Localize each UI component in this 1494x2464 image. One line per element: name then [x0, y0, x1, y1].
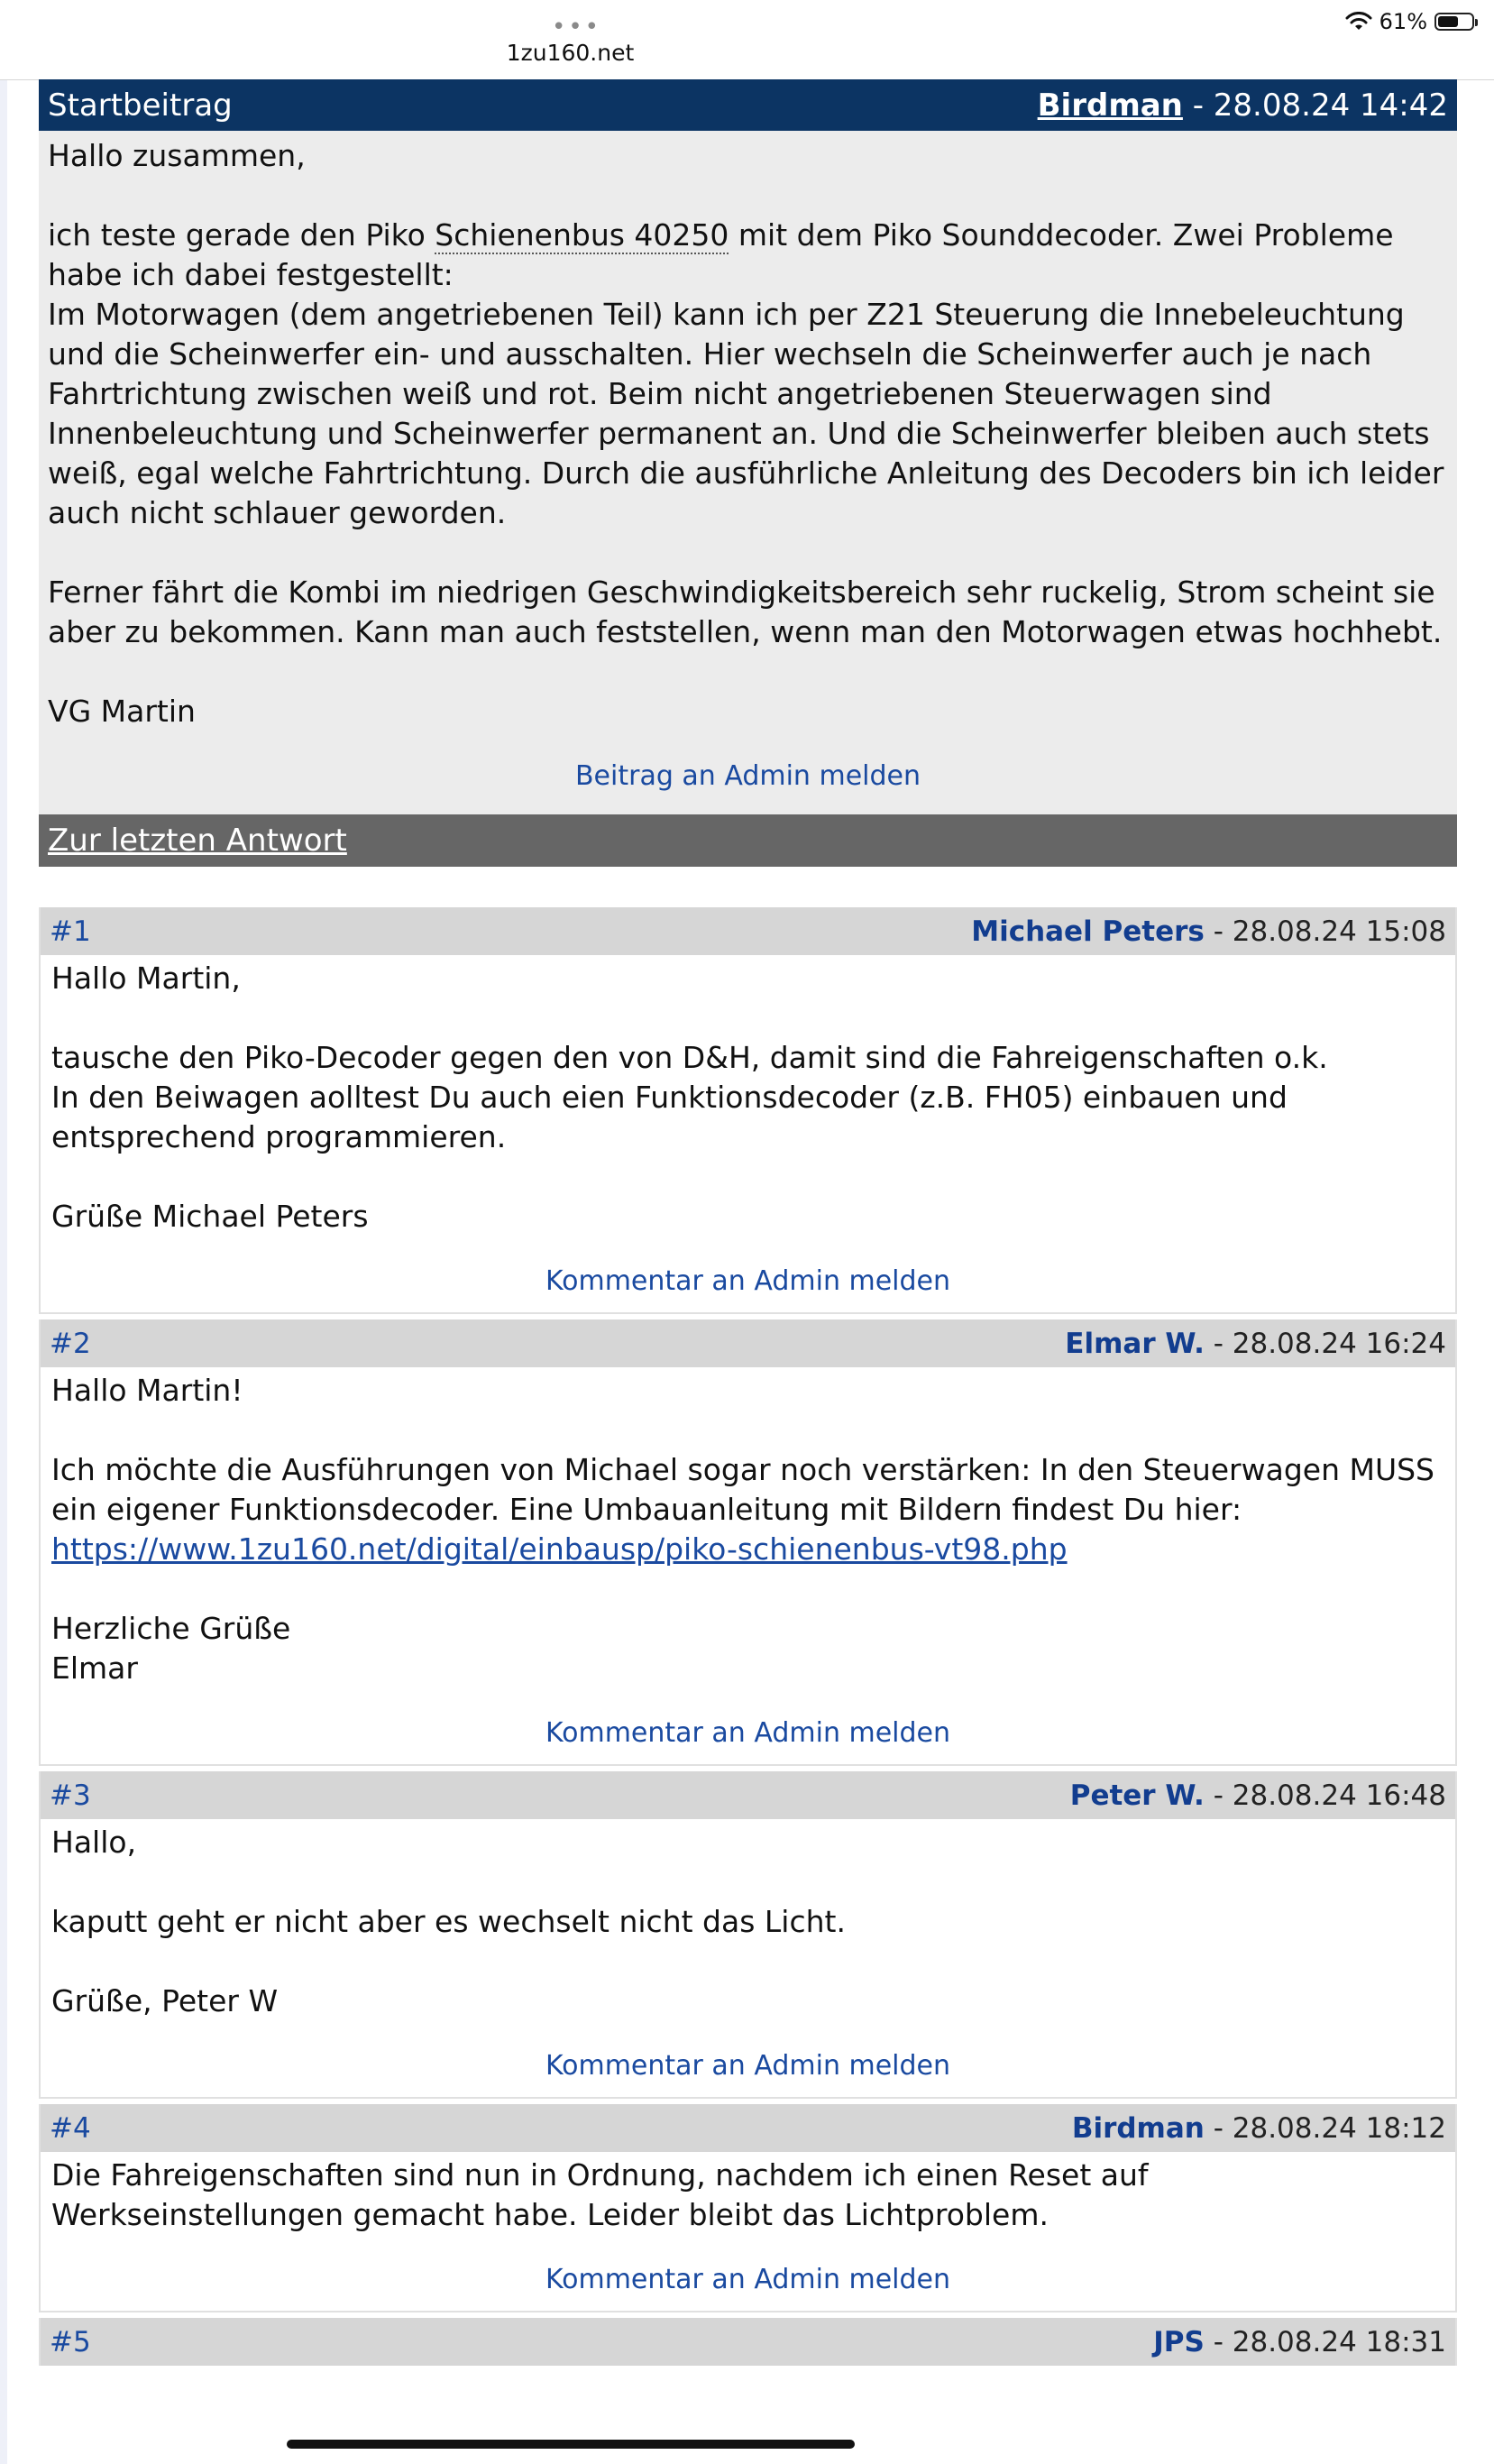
main-post-label: Startbeitrag [48, 87, 233, 124]
comment-author-link[interactable]: Birdman [1071, 2111, 1205, 2145]
comment-author-link[interactable]: Michael Peters [971, 915, 1205, 948]
spacer [39, 867, 1457, 907]
comment-header [41, 1319, 1455, 1367]
comment-text: Grüße, Peter W [51, 1983, 279, 2018]
comment-text: Hallo, [51, 1825, 137, 1860]
meta-separator: - [1204, 2325, 1233, 2358]
comment [39, 2104, 1457, 2312]
comment-author-link[interactable]: JPS [1153, 2325, 1205, 2358]
browser-status-bar [0, 0, 1494, 80]
main-post-header [39, 79, 1457, 131]
main-post-signature: VG Martin [48, 694, 196, 729]
page-left-rail [0, 79, 7, 2464]
comment-text: Hallo Martin! [51, 1373, 243, 1408]
comment-body [41, 955, 1455, 1312]
main-post-paragraph-1-cont: Im Motorwagen (dem angetriebenen Teil) kann ich per Z21 Steuerung die Innebeleuchtung und die Scheinwerfer ein- und ausschalten. Hier wechseln die Scheinwerfer auch je nach Fahrtrichtung zwischen weiß und rot. Beim nicht angetriebenen Steuerwagen sind Innenbeleuchtung und Scheinwerfer permanent an. Und die Scheinwerfer bleiben auch stets weiß, egal welche Fahrtrichtung. Durch die ausführliche Anleitung des Decoders bin ich leider auch nicht schlauer geworden. [48, 297, 1444, 530]
comment-header [41, 2104, 1455, 2152]
system-indicators [1345, 9, 1474, 34]
main-post-author-link[interactable]: Birdman [1037, 87, 1183, 124]
text-run: mit dem Piko Sounddecoder. Zwei Probleme habe ich dabei festgestellt: [48, 217, 1394, 292]
report-comment-link[interactable]: Kommentar an Admin melden [545, 2264, 951, 2295]
comment-url-link[interactable]: https://www.1zu160.net/digital/einbausp/piko-schienenbus-vt98.php [51, 1531, 1068, 1567]
comment-text: Die Fahreigenschaften sind nun in Ordnung, nachdem ich einen Reset auf Werkseinstellungen gemacht habe. Leider bleibt das Lichtproblem. [51, 2157, 1149, 2232]
main-post-date: 28.08.24 14:42 [1213, 87, 1448, 124]
comment-text: tausche den Piko-Decoder gegen den von D&H, damit sind die Fahreigenschaften o.k. [51, 1040, 1328, 1075]
meta-separator: - [1204, 1327, 1233, 1360]
comment-author-link[interactable]: Peter W. [1069, 1779, 1205, 1812]
comment-meta [1070, 1779, 1446, 1812]
meta-separator: - [1204, 2111, 1233, 2145]
comment [39, 1771, 1457, 2099]
comment-text: Grüße Michael Peters [51, 1199, 369, 1234]
jump-to-last-reply-link[interactable]: Zur letzten Antwort [39, 814, 1457, 867]
main-post-paragraph-2: Ferner fährt die Kombi im niedrigen Geschwindigkeitsbereich sehr ruckelig, Strom scheint sie aber zu bekommen. Kann man auch feststellen, wenn man den Motorwagen etwas hochhebt. [48, 575, 1443, 649]
comment-number-link[interactable]: #2 [50, 1327, 91, 1360]
report-comment-link[interactable]: Kommentar an Admin melden [545, 2050, 951, 2082]
meta-separator: - [1204, 1779, 1233, 1812]
comment-text: In den Beiwagen aolltest Du auch eien Funktionsdecoder (z.B. FH05) einbauen und entsprechend programmieren. [51, 1080, 1288, 1154]
report-post-link[interactable]: Beitrag an Admin melden [574, 760, 921, 792]
comment-number-link[interactable]: #5 [50, 2325, 91, 2358]
comment-number-link[interactable]: #4 [50, 2111, 91, 2145]
product-tooltip-link[interactable]: Schienenbus 40250 [435, 217, 729, 253]
wifi-icon [1345, 12, 1372, 32]
comment-text: Ich möchte die Ausführungen von Michael sogar noch verstärken: In den Steuerwagen MUSS ein eigener Funktionsdecoder. Eine Umbauanleitung mit Bildern findest Du hier: [51, 1452, 1435, 1527]
comment-date: 28.08.24 18:31 [1232, 2325, 1446, 2358]
comment-body [41, 1819, 1455, 2097]
comment-body [41, 1367, 1455, 1764]
comment-header [41, 907, 1455, 955]
comment-text: Elmar [51, 1650, 138, 1686]
comment-meta [1065, 1328, 1446, 1360]
battery-level-fill [1438, 16, 1458, 27]
meta-separator: - [1182, 87, 1214, 124]
comment-date: 28.08.24 15:08 [1232, 915, 1446, 948]
comment-text [51, 1530, 1444, 1569]
comment-date: 28.08.24 18:12 [1232, 2111, 1446, 2145]
thread-content [39, 79, 1457, 2371]
home-indicator[interactable] [287, 2440, 855, 2449]
comment-text: Herzliche Grüße [51, 1611, 291, 1646]
meta-separator: - [1204, 915, 1233, 948]
text-run: ich teste gerade den Piko [48, 217, 435, 253]
comment [39, 907, 1457, 1314]
comment-number-link[interactable]: #3 [50, 1779, 91, 1812]
comment-header [41, 1771, 1455, 1819]
comment [39, 2318, 1457, 2366]
comment [39, 1319, 1457, 1766]
address-bar-url[interactable]: 1zu160.net [506, 40, 635, 66]
main-post-greeting: Hallo zusammen, [48, 138, 306, 173]
main-post-meta [1038, 87, 1448, 124]
battery-percent: 61% [1379, 9, 1427, 34]
comment-text: Hallo Martin, [51, 961, 241, 996]
main-post-body [39, 131, 1457, 814]
report-comment-link[interactable]: Kommentar an Admin melden [545, 1265, 951, 1297]
comment-meta [971, 915, 1446, 948]
comment-meta [1153, 2326, 1446, 2358]
comment-author-link[interactable]: Elmar W. [1065, 1327, 1205, 1360]
comment-date: 28.08.24 16:48 [1232, 1779, 1446, 1812]
comment-text: kaputt geht er nicht aber es wechselt nicht das Licht. [51, 1904, 846, 1939]
comment-body [41, 2152, 1455, 2311]
battery-icon [1434, 13, 1474, 31]
report-comment-link[interactable]: Kommentar an Admin melden [545, 1717, 951, 1749]
comment-header [41, 2318, 1455, 2366]
tab-handle-dots-icon[interactable]: ••• [552, 14, 602, 41]
comment-number-link[interactable]: #1 [50, 915, 91, 948]
comment-meta [1072, 2112, 1446, 2145]
comment-date: 28.08.24 16:24 [1232, 1327, 1446, 1360]
main-post-paragraph-1 [48, 216, 1448, 295]
